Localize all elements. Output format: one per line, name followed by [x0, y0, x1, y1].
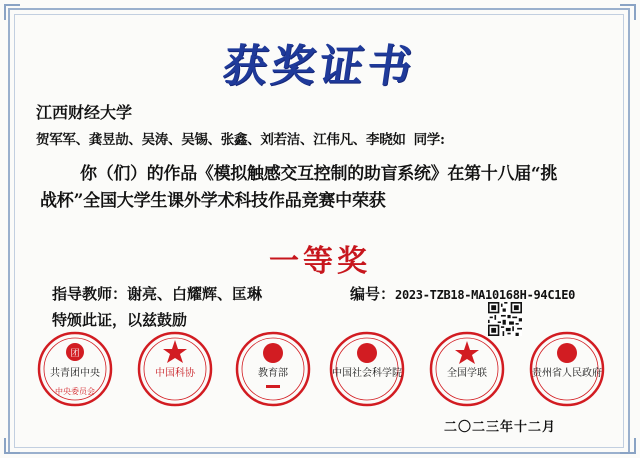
corner-ornament — [4, 438, 20, 454]
body-text-line2: 战杯”全国大学生课外学术科技作品竞赛中荣获 — [40, 191, 386, 211]
svg-text:团: 团 — [70, 349, 80, 359]
svg-text:中央委员会: 中央委员会 — [55, 387, 95, 396]
seal-cass — [328, 330, 406, 408]
advisor-line — [52, 283, 262, 304]
seal-cast — [136, 330, 214, 408]
student-names-line — [36, 128, 445, 148]
seal-row — [36, 330, 626, 410]
award-level: 一等奖 — [269, 244, 371, 279]
seal-label: 贵州省人民政府 — [532, 368, 602, 379]
seal-label: 中国科协 — [155, 368, 195, 379]
serial-number: 2023-TZB18-MA10168H-94C1E0 — [395, 288, 576, 302]
greeting: 同学: — [413, 132, 445, 148]
seal-all-china-students-federation — [428, 330, 506, 408]
seal-label: 共青团中央 — [50, 368, 100, 379]
serial-label: 编号： — [350, 285, 396, 303]
certificate-title: 获奖证书 — [219, 41, 419, 92]
seal-ministry-of-education — [234, 330, 312, 408]
seal-label: 教育部 — [258, 368, 288, 379]
student-names: 贺军军、龚昱劼、吴涛、吴锡、张鑫、刘若洁、江伟凡、李晓如 — [36, 132, 406, 148]
seal-guizhou-government — [528, 330, 606, 408]
seal-communist-youth-league — [36, 330, 114, 408]
advisor-label: 指导教师： — [52, 285, 128, 303]
corner-ornament — [620, 4, 636, 20]
corner-ornament — [620, 438, 636, 454]
seal-label: 全国学联 — [447, 368, 487, 379]
school-name: 江西财经大学 — [36, 103, 133, 122]
advisor-names: 谢亮、白耀辉、匡琳 — [127, 285, 263, 303]
serial-line — [350, 283, 575, 304]
issue-date: 二〇二三年十二月 — [444, 420, 557, 435]
body-text-line1: 你（们）的作品《模拟触感交互控制的助盲系统》在第十八届“挑 — [80, 164, 558, 184]
seal-label: 中国社会科学院 — [332, 368, 402, 379]
special-note: 特颁此证，以兹鼓励 — [52, 311, 188, 329]
corner-ornament — [4, 4, 20, 20]
